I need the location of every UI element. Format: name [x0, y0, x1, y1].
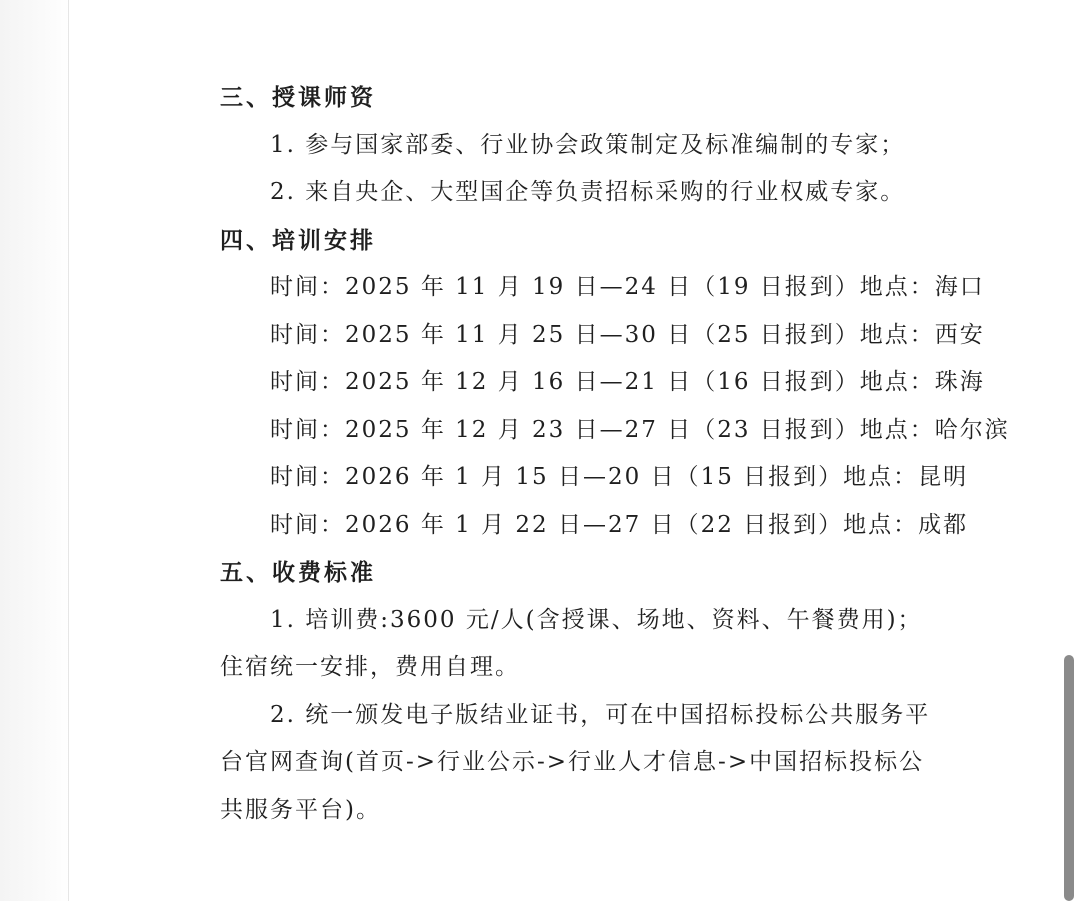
section-3-heading: 三、授课师资 — [220, 85, 376, 111]
section-3-item-2: 2. 来自央企、大型国企等负责招标采购的行业权威专家。 — [270, 179, 906, 205]
vertical-scrollbar[interactable] — [1056, 0, 1080, 901]
fee-item-1-line-1: 1. 培训费:3600 元/人(含授课、场地、资料、午餐费用)； — [270, 607, 923, 633]
section-3-item-1: 1. 参与国家部委、行业协会政策制定及标准编制的专家； — [270, 132, 906, 158]
schedule-row: 时间：2025 年 12 月 16 日—21 日（16 日报到）地点：珠海 — [270, 369, 985, 395]
fee-item-2-line-1: 2. 统一颁发电子版结业证书，可在中国招标投标公共服务平 — [270, 702, 931, 728]
fee-item-1-line-2: 住宿统一安排，费用自理。 — [220, 654, 520, 680]
schedule-row: 时间：2026 年 1 月 15 日—20 日（15 日报到）地点：昆明 — [270, 464, 969, 490]
section-4-heading: 四、培训安排 — [220, 228, 376, 254]
schedule-row: 时间：2025 年 12 月 23 日—27 日（23 日报到）地点：哈尔滨 — [270, 417, 1010, 443]
scrollbar-thumb[interactable] — [1064, 655, 1074, 901]
schedule-row: 时间：2026 年 1 月 22 日—27 日（22 日报到）地点：成都 — [270, 512, 969, 538]
schedule-row: 时间：2025 年 11 月 19 日—24 日（19 日报到）地点：海口 — [270, 274, 985, 300]
section-5-heading: 五、收费标准 — [220, 560, 376, 586]
schedule-row: 时间：2025 年 11 月 25 日—30 日（25 日报到）地点：西安 — [270, 322, 985, 348]
fee-item-2-line-3: 共服务平台)。 — [220, 797, 381, 823]
fee-item-2-line-2: 台官网查询(首页->行业公示->行业人才信息->中国招标投标公 — [220, 749, 925, 775]
